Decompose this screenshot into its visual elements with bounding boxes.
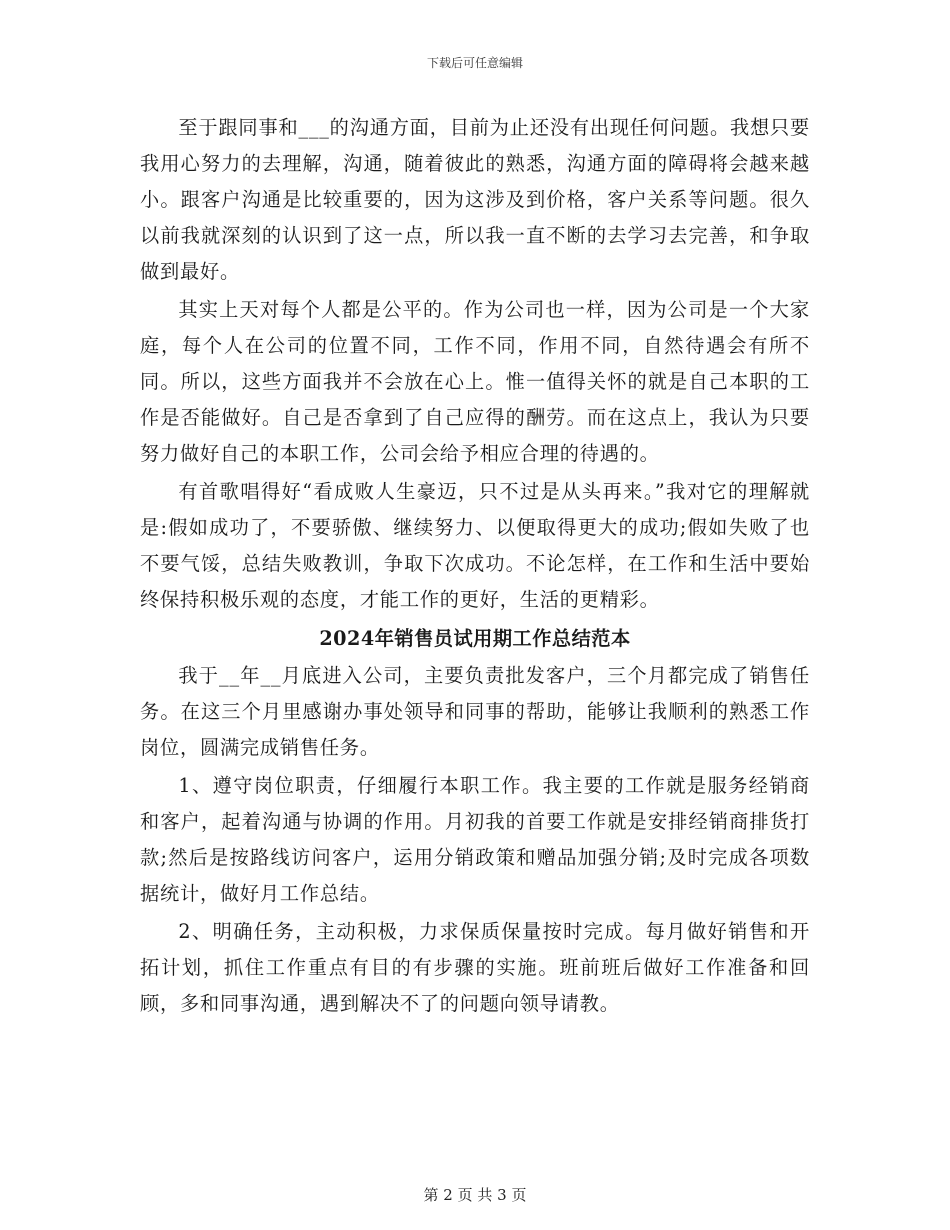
paragraph-intro: 我于__年__月底进入公司，主要负责批发客户，三个月都完成了销售任务。在这三个月里感谢办事处领导和同事的帮助，能够让我顺利的熟悉工作岗位，圆满完成销售任务。 [140,664,810,759]
document-body [140,110,810,1022]
paragraph-fairness: 其实上天对每个人都是公平的。作为公司也一样，因为公司是一个大家庭，每个人在公司的位置不同，工作不同，作用不同，自然待遇会有所不同。所以，这些方面我并不会放在心上。惟一值得关怀的就是自己本职的工作是否能做好。自己是否拿到了自己应得的酬劳。而在这点上，我认为只要努力做好自己的本职工作，公司会给予相应合理的待遇的。 [140,298,810,465]
paragraph-attitude: 有首歌唱得好“看成败人生豪迈，只不过是从头再来。”我对它的理解就是:假如成功了，不要骄傲、继续努力、以便取得更大的成功;假如失败了也不要气馁，总结失败教训，争取下次成功。不论怎样，在工作和生活中要始终保持积极乐观的态度，才能工作的更好，生活的更精彩。 [140,480,810,611]
paragraph-point-1: 1、遵守岗位职责，仔细履行本职工作。我主要的工作就是服务经销商和客户，起着沟通与协调的作用。月初我的首要工作就是安排经销商排货打款;然后是按路线访问客户，运用分销政策和赠品加强分销;及时完成各项数据统计，做好月工作总结。 [140,774,810,905]
paragraph-communication: 至于跟同事和___的沟通方面，目前为止还没有出现任何问题。我想只要我用心努力的去理解，沟通，随着彼此的熟悉，沟通方面的障碍将会越来越小。跟客户沟通是比较重要的，因为这涉及到价格，客户关系等问题。很久以前我就深刻的认识到了这一点，所以我一直不断的去学习去完善，和争取做到最好。 [140,116,810,283]
section-title: 2024年销售员试用期工作总结范本 [319,627,631,650]
paragraph-point-2: 2、明确任务，主动积极，力求保质保量按时完成。每月做好销售和开拓计划，抓住工作重点有目的有步骤的实施。班前班后做好工作准备和回顾，多和同事沟通，遇到解决不了的问题向领导请教。 [140,920,810,1015]
page-header-note: 下载后可任意编辑 [426,56,523,70]
page-number-footer: 第 2 页 共 3 页 [423,1186,527,1204]
